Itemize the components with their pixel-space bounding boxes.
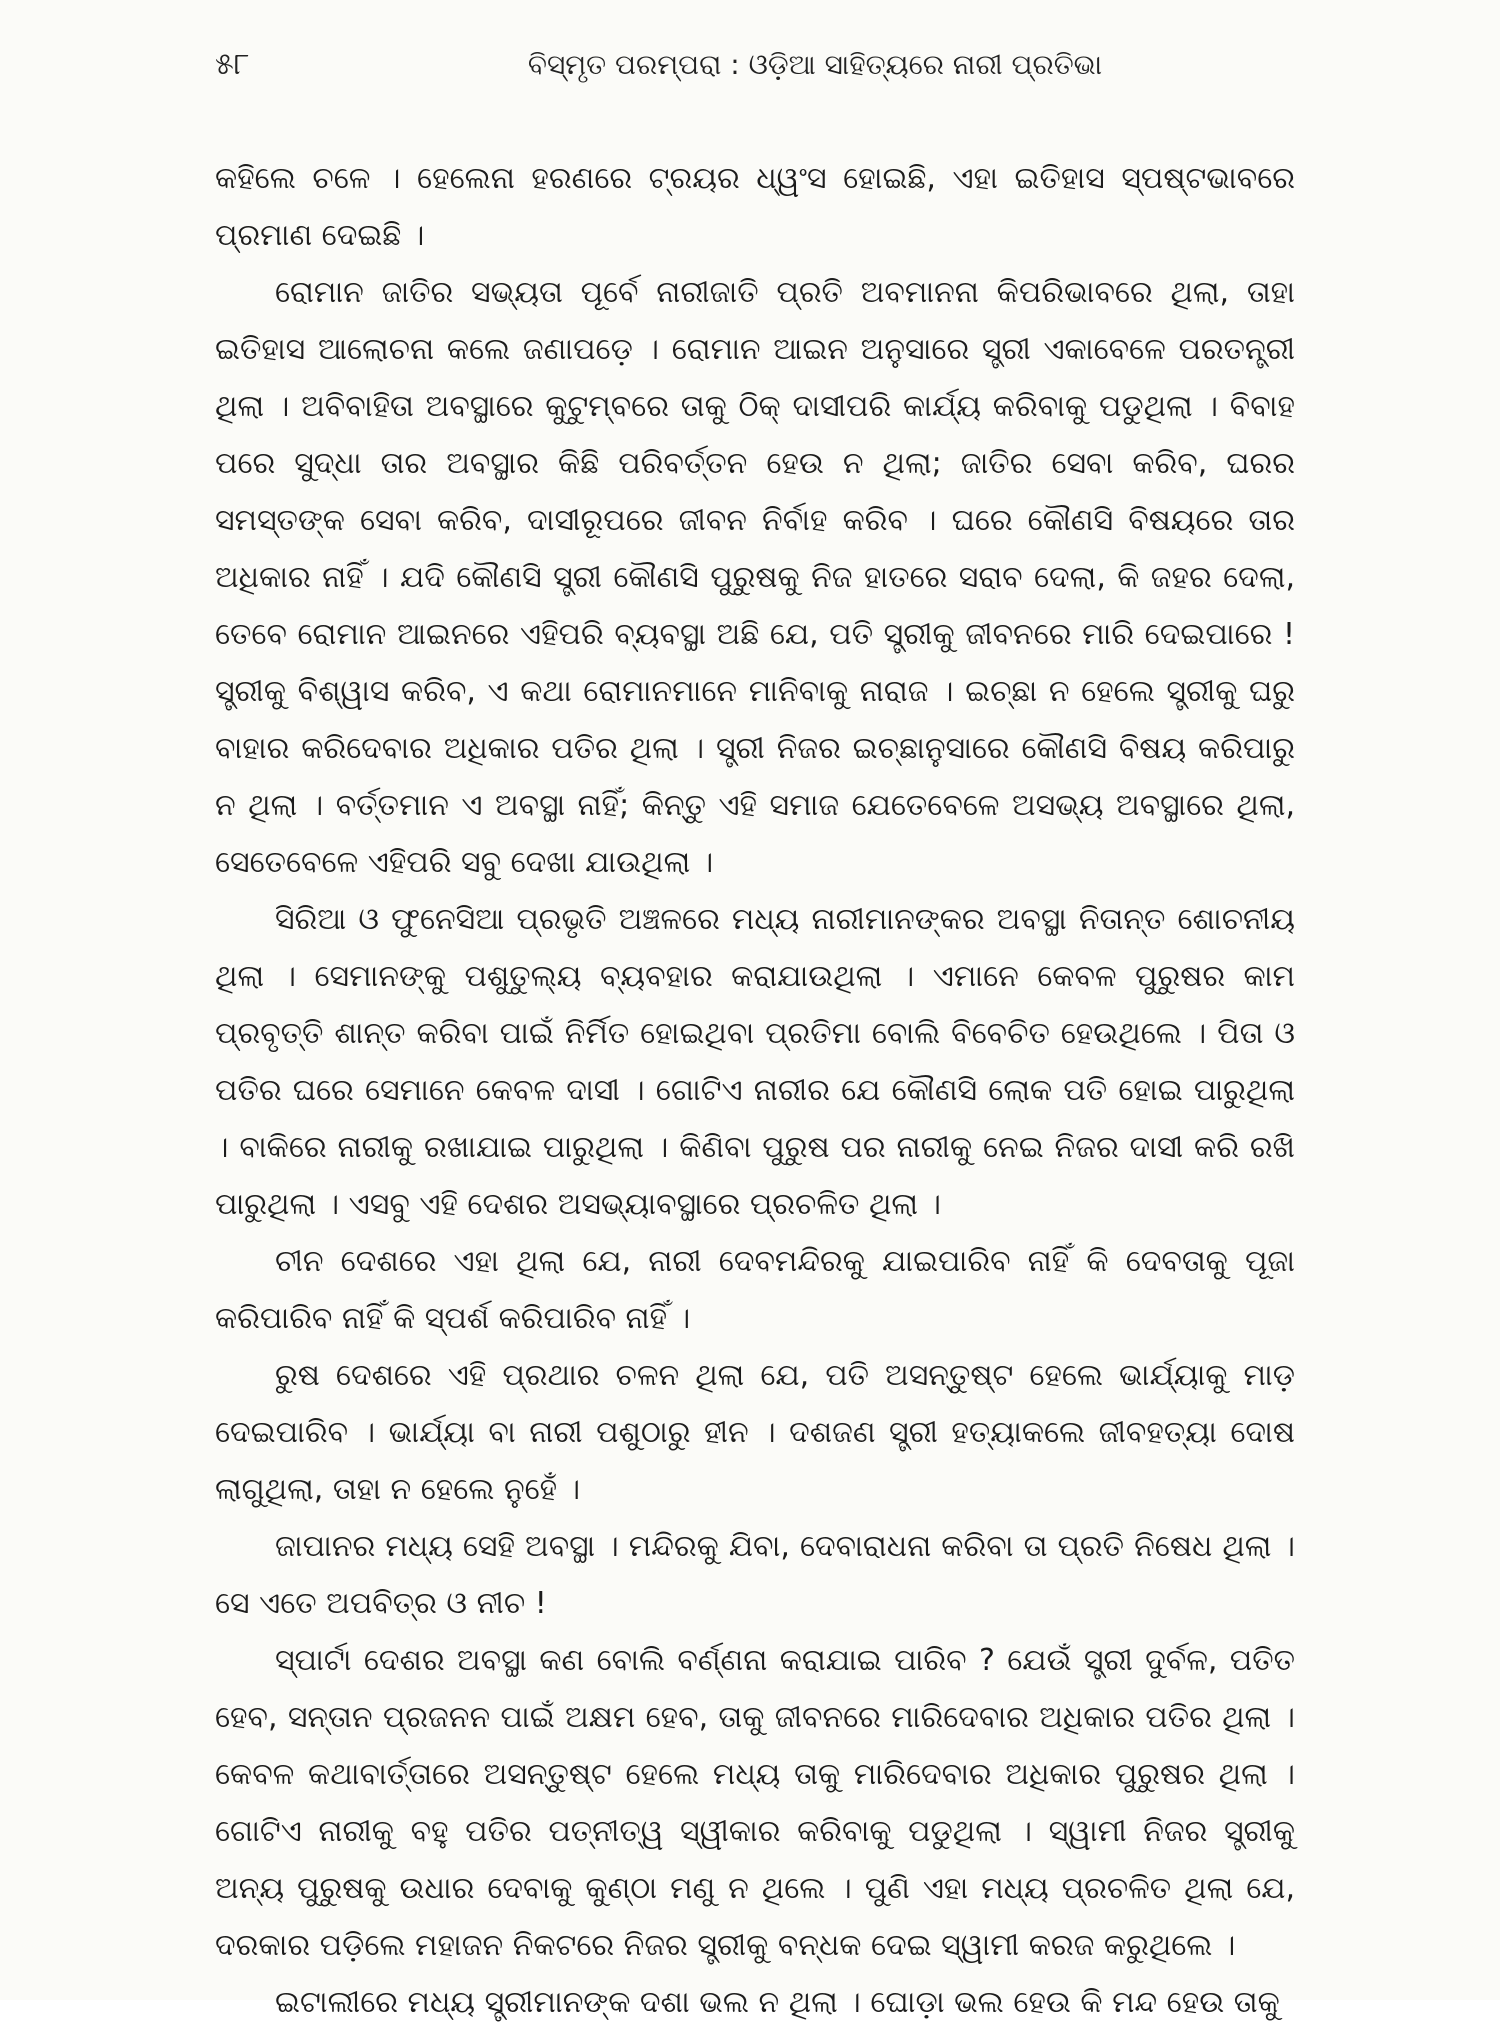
paragraph-japan: ଜାପାନର ମଧ୍ୟ ସେହି ଅବସ୍ଥା । ମନ୍ଦିରକୁ ଯିବା, ଦେବାରାଧନା କରିବା ତା ପ୍ରତି ନିଷେଧ ଥିଲା । ସେ ଏତେ ଅପବିତ୍ର ଓ ନୀଚ ! bbox=[215, 1529, 1295, 1621]
running-header bbox=[215, 40, 1295, 90]
book-title: ବିସ୍ମୃତ ପରମ୍ପରା : ଓଡ଼ିଆ ସାହିତ୍ୟରେ ନାରୀ ପ୍ରତିଭା bbox=[527, 48, 1103, 81]
page-number: ୫୮ bbox=[215, 47, 250, 82]
body-text bbox=[215, 150, 1295, 2031]
paragraph-china: ଚୀନ ଦେଶରେ ଏହା ଥିଲା ଯେ, ନାରୀ ଦେବମନ୍ଦିରକୁ ଯାଇପାରିବ ନାହିଁ କି ଦେବତାକୁ ପୂଜା କରିପାରିବ ନାହିଁ କି ସ୍ପର୍ଶ କରିପାରିବ ନାହିଁ । bbox=[215, 1244, 1295, 1336]
paragraph-italy: ଇଟାଲୀରେ ମଧ୍ୟ ସ୍ତ୍ରୀମାନଙ୍କ ଦଶା ଭଲ ନ ଥିଲା । ଘୋଡ଼ା ଭଲ ହେଉ କି ମନ୍ଦ ହେଉ ତାକୁ bbox=[275, 1985, 1280, 2020]
paragraph-syria-phoenicia: ସିରିଆ ଓ ଫୁନେସିଆ ପ୍ରଭୃତି ଅଞ୍ଚଳରେ ମଧ୍ୟ ନାରୀମାନଙ୍କର ଅବସ୍ଥା ନିତାନ୍ତ ଶୋଚନୀୟ ଥିଲା । ସେମାନଙ୍କୁ ପଶୁତୁଲ୍ୟ ବ୍ୟବହାର କରାଯାଉଥିଲା । ଏମାନେ କେବଳ ପୁରୁଷର କାମ ପ୍ରବୃତ୍ତି ଶାନ୍ତ କରିବା ପାଇଁ ନିର୍ମିତ ହୋଇଥିବା ପ୍ରତିମା ବୋଲି ବିବେଚିତ ହେଉଥିଲେ । ପିତା ଓ ପତିର ଘରେ ସେମାନେ କେବଳ ଦାସୀ । ଗୋଟିଏ ନାରୀର ଯେ କୌଣସି ଲୋକ ପତି ହୋଇ ପାରୁଥିଲା । ବାକିରେ ନାରୀକୁ ରଖାଯାଇ ପାରୁଥିଲା । କିଣିବା ପୁରୁଷ ପର ନାରୀକୁ ନେଇ ନିଜର ଦାସୀ କରି ରଖି ପାରୁଥିଲା । ଏସବୁ ଏହି ଦେଶର ଅସଭ୍ୟାବସ୍ଥାରେ ପ୍ରଚଳିତ ଥିଲା । bbox=[215, 902, 1295, 1222]
paragraph-sparta: ସ୍ପାର୍ଟା ଦେଶର ଅବସ୍ଥା କଣ ବୋଲି ବର୍ଣ୍ଣନା କରାଯାଇ ପାରିବ ? ଯେଉଁ ସ୍ତ୍ରୀ ଦୁର୍ବଳ, ପତିତ ହେବ, ସନ୍ତାନ ପ୍ରଜନନ ପାଇଁ ଅକ୍ଷମ ହେବ, ତାକୁ ଜୀବନରେ ମାରିଦେବାର ଅଧିକାର ପତିର ଥିଲା । କେବଳ କଥାବାର୍ତ୍ତାରେ ଅସନ୍ତୁଷ୍ଟ ହେଲେ ମଧ୍ୟ ତାକୁ ମାରିଦେବାର ଅଧିକାର ପୁରୁଷର ଥିଲା । ଗୋଟିଏ ନାରୀକୁ ବହୁ ପତିର ପତ୍ନୀତ୍ୱ ସ୍ୱୀକାର କରିବାକୁ ପଡୁଥିଲା । ସ୍ୱାମୀ ନିଜର ସ୍ତ୍ରୀକୁ ଅନ୍ୟ ପୁରୁଷକୁ ଉଧାର ଦେବାକୁ କୁଣ୍ଠା ମଣୁ ନ ଥିଲେ । ପୁଣି ଏହା ମଧ୍ୟ ପ୍ରଚଳିତ ଥିଲା ଯେ, ଦରକାର ପଡ଼ିଲେ ମହାଜନ ନିକଟରେ ନିଜର ସ୍ତ୍ରୀକୁ ବନ୍ଧକ ଦେଇ ସ୍ୱାମୀ କରଜ କରୁଥିଲେ । bbox=[215, 1643, 1295, 1963]
paragraph-russia: ରୁଷ ଦେଶରେ ଏହି ପ୍ରଥାର ଚଳନ ଥିଲା ଯେ, ପତି ଅସନ୍ତୁଷ୍ଟ ହେଲେ ଭାର୍ଯ୍ୟାକୁ ମାଡ଼ ଦେଇପାରିବ । ଭାର୍ଯ୍ୟା ବା ନାରୀ ପଶୁଠାରୁ ହୀନ । ଦଶଜଣ ସ୍ତ୍ରୀ ହତ୍ୟାକଲେ ଜୀବହତ୍ୟା ଦୋଷ ଲାଗୁଥିଲା, ତାହା ନ ହେଲେ ନୁହେଁ । bbox=[215, 1358, 1295, 1507]
paragraph-roman: ରୋମାନ ଜାତିର ସଭ୍ୟତା ପୂର୍ବେ ନାରୀଜାତି ପ୍ରତି ଅବମାନନା କିପରିଭାବରେ ଥିଲା, ତାହା ଇତିହାସ ଆଲୋଚନା କଲେ ଜଣାପଡ଼େ । ରୋମାନ ଆଇନ ଅନୁସାରେ ସ୍ତ୍ରୀ ଏକାବେଳେ ପରତନ୍ତ୍ରୀ ଥିଲା । ଅବିବାହିତା ଅବସ୍ଥାରେ କୁଟୁମ୍ବରେ ତାକୁ ଠିକ୍ ଦାସୀପରି କାର୍ଯ୍ୟ କରିବାକୁ ପଡୁଥିଲା । ବିବାହ ପରେ ସୁଦ୍ଧା ତାର ଅବସ୍ଥାର କିଛି ପରିବର୍ତ୍ତନ ହେଉ ନ ଥିଲା; ଜାତିର ସେବା କରିବ, ଘରର ସମସ୍ତଙ୍କ ସେବା କରିବ, ଦାସୀରୂପରେ ଜୀବନ ନିର୍ବାହ କରିବ । ଘରେ କୌଣସି ବିଷୟରେ ତାର ଅଧିକାର ନାହିଁ । ଯଦି କୌଣସି ସ୍ତ୍ରୀ କୌଣସି ପୁରୁଷକୁ ନିଜ ହାତରେ ସରାବ ଦେଲା, କି ଜହର ଦେଲା, ତେବେ ରୋମାନ ଆଇନରେ ଏହିପରି ବ୍ୟବସ୍ଥା ଅଛି ଯେ, ପତି ସ୍ତ୍ରୀକୁ ଜୀବନରେ ମାରି ଦେଇପାରେ ! ସ୍ତ୍ରୀକୁ ବିଶ୍ୱାସ କରିବ, ଏ କଥା ରୋମାନମାନେ ମାନିବାକୁ ନାରାଜ । ଇଚ୍ଛା ନ ହେଲେ ସ୍ତ୍ରୀକୁ ଘରୁ ବାହାର କରିଦେବାର ଅଧିକାର ପତିର ଥିଲା । ସ୍ତ୍ରୀ ନିଜର ଇଚ୍ଛାନୁସାରେ କୌଣସି ବିଷୟ କରିପାରୁ ନ ଥିଲା । ବର୍ତ୍ତମାନ ଏ ଅବସ୍ଥା ନାହିଁ; କିନ୍ତୁ ଏହି ସମାଜ ଯେତେବେଳେ ଅସଭ୍ୟ ଅବସ୍ଥାରେ ଥିଲା, ସେତେବେଳେ ଏହିପରି ସବୁ ଦେଖା ଯାଉଥିଲା । bbox=[215, 275, 1295, 880]
paragraph-continued: କହିଲେ ଚଳେ । ହେଲେନା ହରଣରେ ଟ୍ରୟର ଧ୍ୱଂସ ହୋଇଛି, ଏହା ଇତିହାସ ସ୍ପଷ୍ଟଭାବରେ ପ୍ରମାଣ ଦେଇଛି । bbox=[215, 161, 1295, 253]
